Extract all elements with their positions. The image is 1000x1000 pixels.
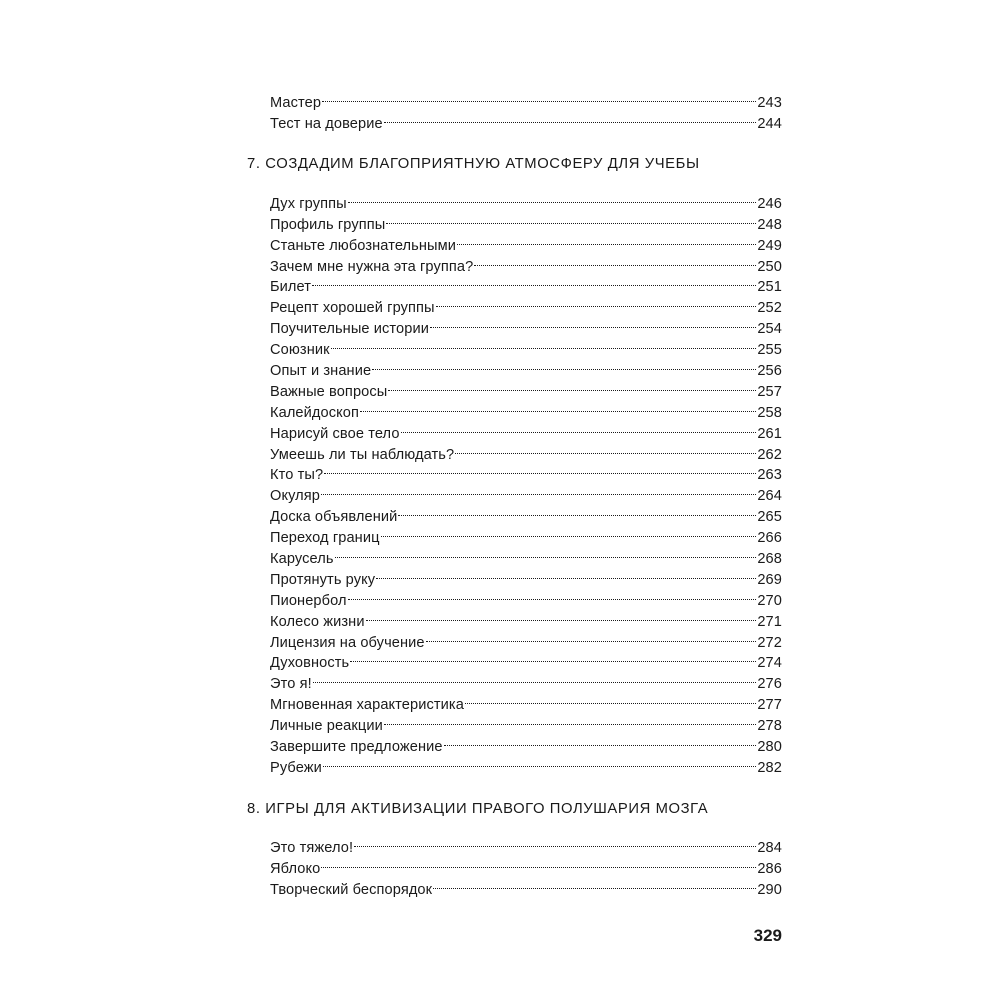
toc-entry-page: 251 bbox=[757, 279, 782, 296]
dot-leader bbox=[372, 354, 756, 375]
dot-leader bbox=[312, 271, 756, 292]
toc-block-top bbox=[270, 86, 782, 132]
toc-entry-page: 286 bbox=[757, 860, 782, 877]
toc-entry-page: 256 bbox=[757, 363, 782, 380]
toc-entry-title: Протянуть руку bbox=[270, 571, 376, 588]
dot-leader bbox=[457, 229, 756, 250]
toc-entry bbox=[270, 459, 782, 484]
dot-leader bbox=[455, 438, 756, 459]
toc-entry-page: 290 bbox=[757, 881, 782, 898]
toc-entry-title: Мгновенная характеристика bbox=[270, 697, 464, 714]
toc-entry-title: Профиль группы bbox=[270, 216, 386, 233]
toc-entry-page: 244 bbox=[757, 115, 782, 132]
toc-entry-page: 282 bbox=[757, 759, 782, 776]
toc-entry-title: Переход границ bbox=[270, 530, 380, 547]
toc-entry-title: Завершите предложение bbox=[270, 739, 443, 756]
toc-entry-title: Кто ты? bbox=[270, 467, 324, 484]
dot-leader bbox=[436, 291, 757, 312]
dot-leader bbox=[322, 86, 756, 107]
toc-entry-page: 272 bbox=[757, 634, 782, 651]
toc-entry-title: Это тяжело! bbox=[270, 839, 354, 856]
dot-leader bbox=[348, 187, 757, 208]
toc-entry bbox=[270, 500, 782, 526]
dot-leader bbox=[348, 584, 757, 605]
toc-entry-page: 252 bbox=[757, 300, 782, 317]
toc-entry-page: 284 bbox=[757, 839, 782, 856]
toc-entry-title: Лицензия на обучение bbox=[270, 634, 425, 651]
toc-entry bbox=[270, 86, 782, 111]
toc-entry-page: 255 bbox=[757, 342, 782, 359]
toc-entry-title: Доска объявлений bbox=[270, 509, 398, 526]
dot-leader bbox=[384, 709, 756, 730]
toc-entry bbox=[270, 107, 782, 132]
toc-block-chapter-8 bbox=[270, 831, 782, 898]
dot-leader bbox=[426, 626, 757, 647]
dot-leader bbox=[388, 375, 756, 396]
toc-entry-title: Окуляр bbox=[270, 488, 321, 505]
dot-leader bbox=[433, 873, 756, 894]
toc-entry bbox=[270, 354, 782, 380]
dot-leader bbox=[350, 647, 756, 668]
dot-leader bbox=[331, 333, 757, 354]
toc-entry-page: 280 bbox=[757, 739, 782, 756]
toc-entry-title: Умеешь ли ты наблюдать? bbox=[270, 446, 455, 463]
dot-leader bbox=[321, 479, 756, 500]
toc-entry-title: Зачем мне нужна эта группа? bbox=[270, 258, 474, 275]
toc-entry-page: 266 bbox=[757, 530, 782, 547]
toc-entry bbox=[270, 271, 782, 296]
toc-entry-title: Рубежи bbox=[270, 759, 322, 776]
dot-leader bbox=[430, 312, 756, 333]
toc-entry bbox=[270, 605, 782, 630]
toc-entry bbox=[270, 584, 782, 609]
toc-entry-title: Духовность bbox=[270, 655, 350, 672]
toc-entry bbox=[270, 667, 782, 693]
toc-entry-page: 265 bbox=[757, 509, 782, 526]
toc-entry bbox=[270, 563, 782, 588]
toc-entry-page: 257 bbox=[757, 383, 782, 400]
toc-entry-title: Поучительные истории bbox=[270, 321, 429, 338]
toc-entry-title: Рецепт хорошей группы bbox=[270, 300, 435, 317]
dot-leader bbox=[384, 107, 757, 128]
toc-block-chapter-7 bbox=[270, 187, 782, 776]
toc-entry bbox=[270, 688, 782, 714]
toc-entry-title: Дух группы bbox=[270, 195, 347, 212]
toc-entry-page: 276 bbox=[757, 676, 782, 693]
toc-entry-page: 243 bbox=[757, 94, 782, 111]
toc-entry bbox=[270, 208, 782, 233]
toc-entry-title: Важные вопросы bbox=[270, 383, 388, 400]
toc-entry-title: Калейдоскоп bbox=[270, 404, 359, 421]
chapter-7-heading: 7. СОЗДАДИМ БЛАГОПРИЯТНУЮ АТМОСФЕРУ ДЛЯ УЧЕБЫ bbox=[247, 156, 700, 172]
toc-entry-title: Союзник bbox=[270, 342, 330, 359]
toc-entry-page: 263 bbox=[757, 467, 782, 484]
toc-entry-title: Нарисуй свое тело bbox=[270, 425, 400, 442]
toc-entry-page: 269 bbox=[757, 571, 782, 588]
toc-entry bbox=[270, 852, 782, 877]
toc-entry bbox=[270, 542, 782, 568]
toc-entry-title: Пионербол bbox=[270, 592, 347, 609]
toc-entry-title: Это я! bbox=[270, 676, 312, 693]
toc-entry bbox=[270, 873, 782, 898]
toc-entry-page: 261 bbox=[757, 425, 782, 442]
dot-leader bbox=[401, 417, 757, 438]
dot-leader bbox=[323, 751, 756, 772]
chapter-8-heading: 8. ИГРЫ ДЛЯ АКТИВИЗАЦИИ ПРАВОГО ПОЛУШАРИЯ МОЗГА bbox=[247, 801, 709, 817]
toc-entry-title: Билет bbox=[270, 279, 312, 296]
toc-entry bbox=[270, 479, 782, 505]
toc-entry-title: Опыт и знание bbox=[270, 363, 372, 380]
toc-entry-page: 246 bbox=[757, 195, 782, 212]
toc-entry-page: 277 bbox=[757, 697, 782, 714]
toc-entry-page: 249 bbox=[757, 237, 782, 254]
toc-entry bbox=[270, 333, 782, 359]
dot-leader bbox=[366, 605, 757, 626]
dot-leader bbox=[335, 542, 757, 563]
toc-entry-title: Творческий беспорядок bbox=[270, 881, 433, 898]
dot-leader bbox=[474, 250, 756, 271]
toc-entry-title: Личные реакции bbox=[270, 718, 383, 735]
dot-leader bbox=[354, 831, 756, 852]
dot-leader bbox=[376, 563, 756, 584]
toc-entry-page: 278 bbox=[757, 718, 782, 735]
toc-entry-title: Карусель bbox=[270, 551, 334, 568]
dot-leader bbox=[386, 208, 756, 229]
toc-entry-page: 271 bbox=[757, 613, 782, 630]
toc-entry-title: Мастер bbox=[270, 94, 322, 111]
toc-entry-title: Станьте любознательными bbox=[270, 237, 457, 254]
toc-entry-page: 270 bbox=[757, 592, 782, 609]
toc-entry-title: Яблоко bbox=[270, 860, 321, 877]
dot-leader bbox=[465, 688, 756, 709]
toc-entry-page: 274 bbox=[757, 655, 782, 672]
toc-entry-page: 262 bbox=[757, 446, 782, 463]
toc-entry-title: Тест на доверие bbox=[270, 115, 383, 132]
toc-entry-page: 250 bbox=[757, 258, 782, 275]
toc-entry-page: 254 bbox=[757, 321, 782, 338]
toc-entry-page: 264 bbox=[757, 488, 782, 505]
dot-leader bbox=[360, 396, 756, 417]
dot-leader bbox=[313, 667, 757, 688]
toc-entry bbox=[270, 291, 782, 317]
toc-entry bbox=[270, 831, 782, 856]
toc-entry-page: 268 bbox=[757, 551, 782, 568]
dot-leader bbox=[444, 730, 757, 751]
toc-entry bbox=[270, 187, 782, 212]
toc-entry-page: 258 bbox=[757, 404, 782, 421]
toc-entry-page: 248 bbox=[757, 216, 782, 233]
dot-leader bbox=[324, 459, 756, 480]
dot-leader bbox=[398, 500, 756, 521]
dot-leader bbox=[381, 521, 757, 542]
dot-leader bbox=[321, 852, 756, 873]
toc-entry-title: Колесо жизни bbox=[270, 613, 365, 630]
toc-entry bbox=[270, 751, 782, 776]
page-number: 329 bbox=[753, 926, 782, 945]
